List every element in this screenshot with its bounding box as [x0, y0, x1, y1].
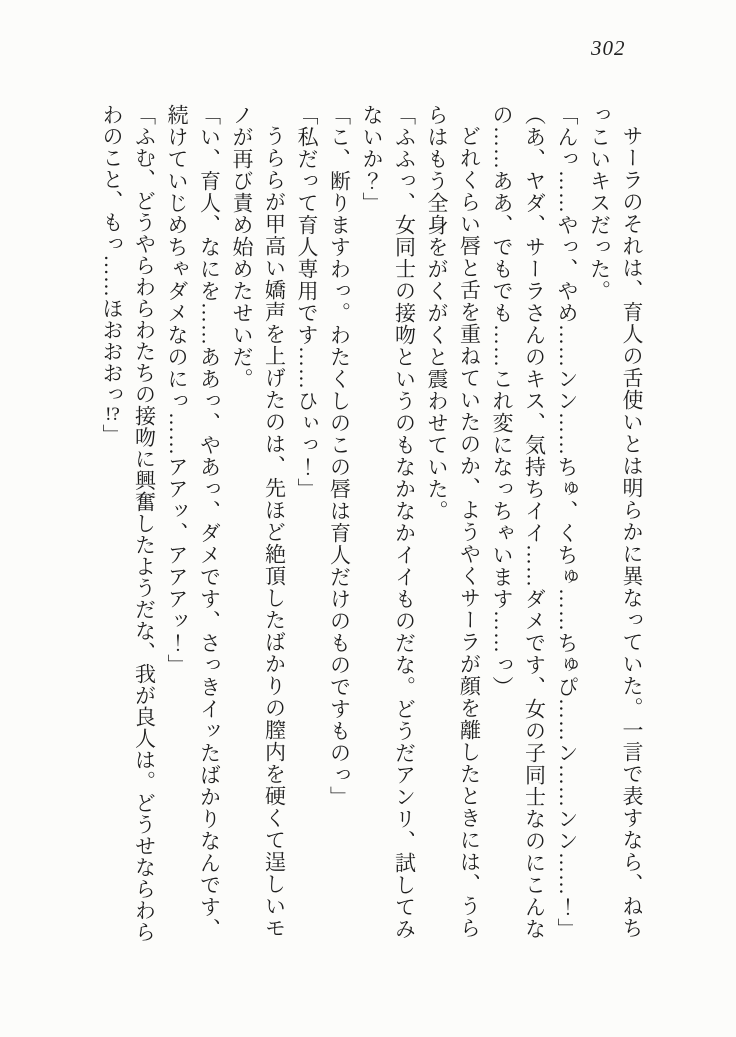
- exclamation-question-mark: !?: [105, 405, 120, 424]
- paragraph: 「んっ……やっ、やめ……ンン……ちゅ、くちゅ……ちゅぴ……ン……ンン……！」: [555, 104, 579, 940]
- paragraph: 「こ、断りますわっ。わたくしのこの唇は育人だけのものですものっ」: [327, 104, 352, 808]
- paragraph: 「い、育人、なにを……ああっ、やあっ、ダメです、さっきイッたばかりなんです、続けていじめちゃダメなのにっ……アアッ、アアアッ！」: [165, 104, 222, 940]
- paragraph: サーラのそれは、育人の舌使いとは明らかに異なっていた。一言で表すなら、ねちっこいキスだった。: [587, 104, 644, 939]
- paragraph: 「ふむ、どうやらわらわたちの接吻に興奮したようだな、我が良人は。どうせならわらわのこと、もっ……ほおおおっ!?」: [100, 104, 157, 943]
- paragraph: 「ふふっ、女同士の接吻というのもなかなかイイものだな。どうだアンリ、試してみないか？」: [360, 104, 417, 940]
- page-text: [96, 104, 649, 944]
- paragraph: うららが甲高い嬌声を上げたのは、先ほど絶頂したばかりの膣内を硬くて逞しいモノが再び責め始めたせいだ。: [230, 104, 287, 939]
- paragraph: どれくらい唇と舌を重ねていたのか、ようやくサーラが顔を離したときには、うららはもう全身をがくがくと震わせていた。: [425, 104, 482, 939]
- page-number: 302: [591, 36, 626, 60]
- paragraph: （あ、ヤダ、サーラさんのキス、気持ちイイ……ダメです、女の子同士なのにこんなの……ああ、でもでも……これ変になっちゃいます……っ）: [490, 104, 547, 940]
- paragraph: 「私だって育人専用です……ひぃっ！」: [295, 104, 319, 500]
